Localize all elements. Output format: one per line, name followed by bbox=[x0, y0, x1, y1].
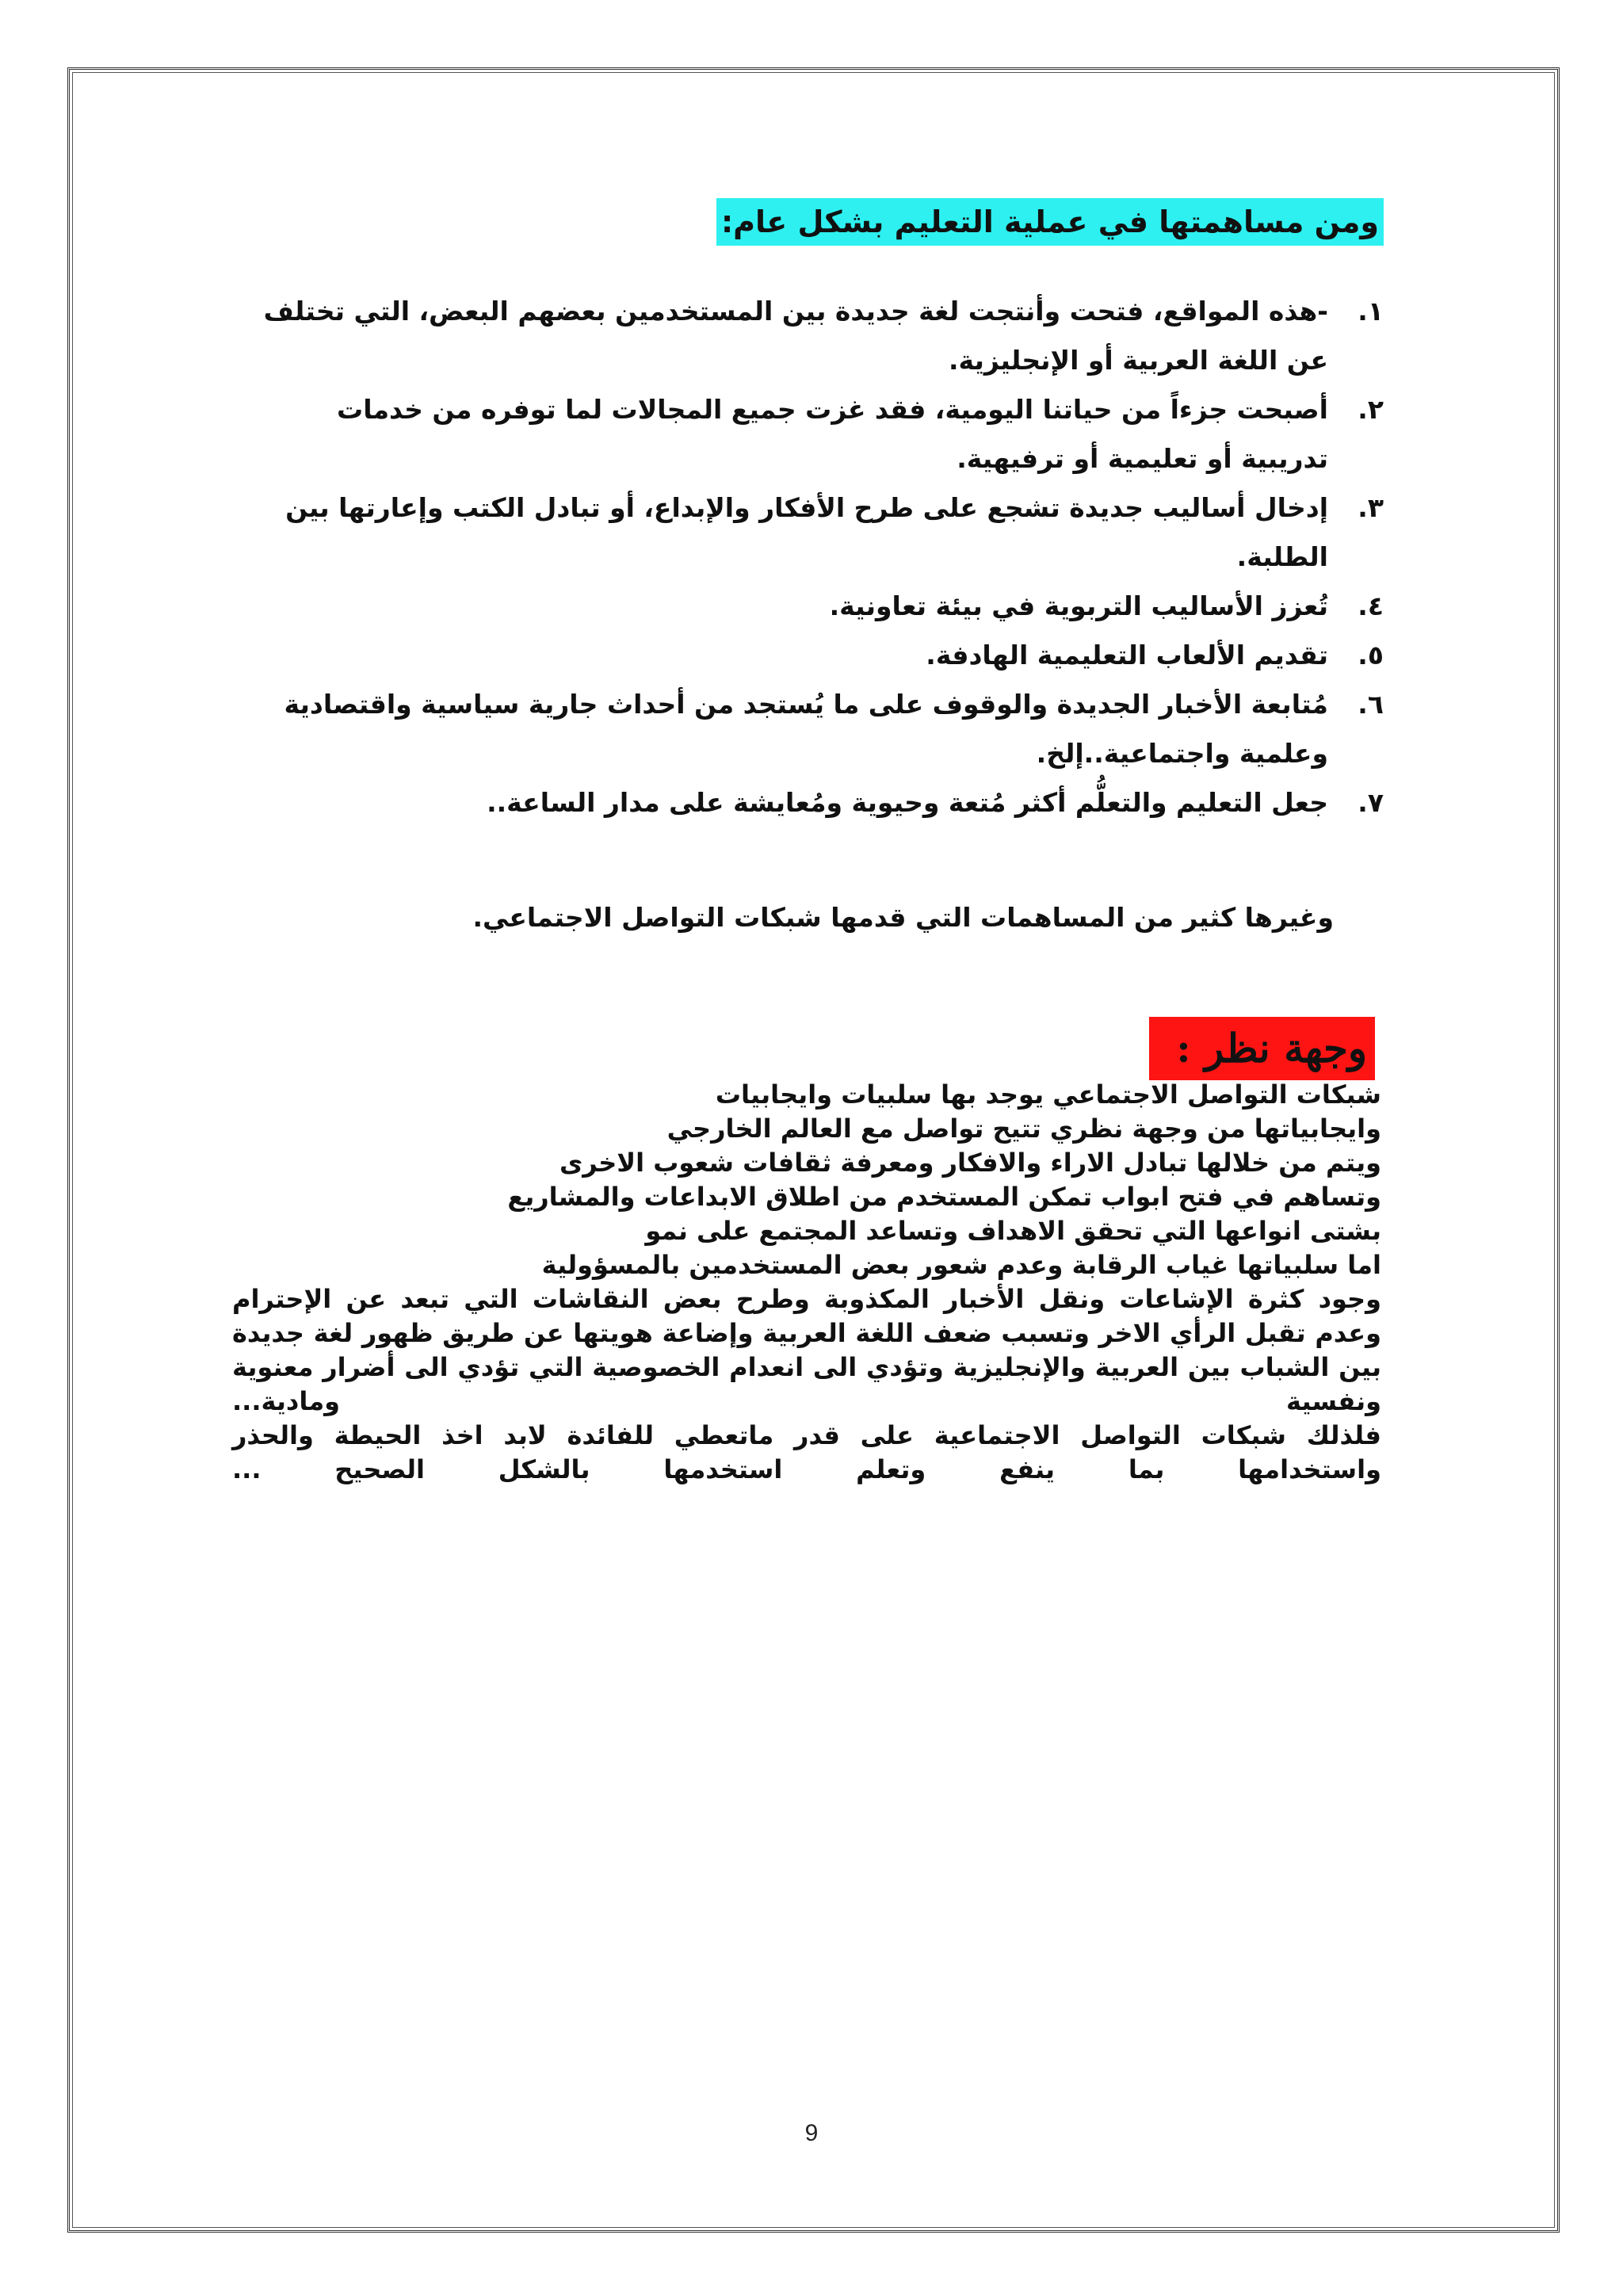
opinion-line: اما سلبياتها غياب الرقابة وعدم شعور بعض المستخدمين بالمسؤولية bbox=[541, 1250, 1381, 1280]
list-number: ٢. bbox=[1358, 394, 1384, 425]
list-item bbox=[254, 631, 1384, 680]
page-number: 9 bbox=[804, 2120, 819, 2146]
list-item-text: جعل التعليم والتعلُّم أكثر مُتعة وحيوية ومُعايشة على مدار الساعة.. bbox=[487, 787, 1328, 818]
list-item bbox=[254, 778, 1384, 827]
list-item bbox=[254, 680, 1384, 778]
opinion-paragraph: وجود كثرة الإشاعات ونقل الأخبار المكذوبة وطرح بعض النقاشات التي تبعد عن الإحترام وعدم تقبل الرأي الاخر وتسبب ضعف اللغة العربية وإضاعة هويتها عن طريق ظهور لغة جديدة بين الشباب بين العربية والإنجليزية وتؤدي الى انعدام الخصوصية التي تؤدي الى أضرار معنوية ونفسية ومادية... bbox=[232, 1284, 1381, 1416]
opinion-paragraph: فلذلك شبكات التواصل الاجتماعية على قدر ماتعطي للفائدة لابد اخذ الحيطة والحذر واستخدامها بما ينفع وتعلم استخدمها بالشكل الصحيح ... bbox=[232, 1420, 1381, 1484]
list-number: ٦. bbox=[1358, 689, 1384, 720]
list-item bbox=[254, 582, 1384, 631]
contributions-list bbox=[254, 287, 1384, 827]
list-item-text: أصبحت جزءاً من حياتنا اليومية، فقد غزت جميع المجالات لما توفره من خدمات تدريبية أو تعليمية أو ترفيهية. bbox=[337, 394, 1328, 474]
list-number: ٣. bbox=[1358, 492, 1384, 523]
list-item-text: مُتابعة الأخبار الجديدة والوقوف على ما يُستجد من أحداث جارية سياسية واقتصادية وعلمية واجتماعية..إلخ. bbox=[284, 689, 1328, 769]
list-item bbox=[254, 287, 1384, 385]
list-number: ٥. bbox=[1358, 640, 1384, 670]
opinion-body bbox=[232, 1078, 1381, 1487]
list-item-text: تُعزز الأساليب التربوية في بيئة تعاونية. bbox=[829, 590, 1328, 621]
opinion-line: وتساهم في فتح ابواب تمكن المستخدم من اطلاق الابداعات والمشاريع bbox=[507, 1182, 1381, 1212]
list-item-text: -هذه المواقع، فتحت وأنتجت لغة جديدة بين المستخدمين بعضهم البعض، التي تختلف عن اللغة العربية أو الإنجليزية. bbox=[263, 296, 1328, 376]
list-number: ١. bbox=[1358, 296, 1384, 327]
list-item-text: إدخال أساليب جديدة تشجع على طرح الأفكار والإبداع، أو تبادل الكتب وإعارتها بين الطلبة. bbox=[285, 492, 1328, 572]
list-number: ٧. bbox=[1358, 787, 1384, 818]
section-heading-contributions: ومن مساهمتها في عملية التعليم بشكل عام: bbox=[716, 198, 1384, 246]
opinion-line: وايجابياتها من وجهة نظري تتيح تواصل مع العالم الخارجي bbox=[666, 1114, 1381, 1144]
list-number: ٤. bbox=[1358, 590, 1384, 621]
section-heading-opinion: وجهة نظر : bbox=[1149, 1017, 1375, 1080]
closing-sentence: وغيرها كثير من المساهمات التي قدمها شبكات التواصل الاجتماعي. bbox=[472, 902, 1334, 933]
list-item-text: تقديم الألعاب التعليمية الهادفة. bbox=[926, 640, 1328, 670]
opinion-line: ويتم من خلالها تبادل الاراء والافكار ومعرفة ثقافات شعوب الاخرى bbox=[559, 1148, 1381, 1178]
opinion-line: شبكات التواصل الاجتماعي يوجد بها سلبيات وايجابيات bbox=[715, 1079, 1381, 1110]
list-item bbox=[254, 385, 1384, 483]
list-item bbox=[254, 483, 1384, 582]
opinion-line: بشتى انواعها التي تحقق الاهداف وتساعد المجتمع على نمو bbox=[645, 1216, 1381, 1246]
